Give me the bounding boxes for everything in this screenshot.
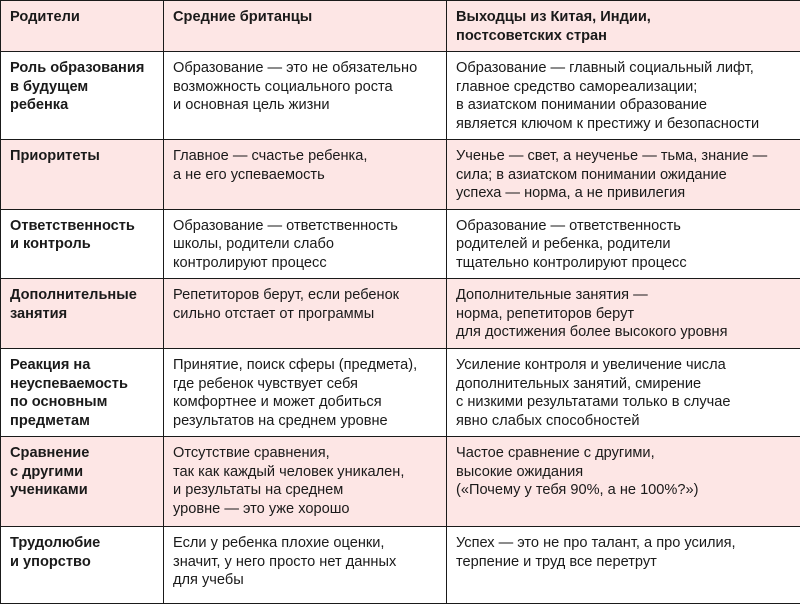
british-cell: Если у ребенка плохие оценки, значит, у него просто нет данных для учебы xyxy=(164,527,447,604)
british-cell: Отсутствие сравнения, так как каждый человек уникален, и результаты на среднем уровне — это уже хорошо xyxy=(164,437,447,527)
header-asian: Выходцы из Китая, Индии, постсоветских стран xyxy=(447,1,800,52)
asian-cell: Дополнительные занятия — норма, репетиторов берут для достижения более высокого уровня xyxy=(447,279,800,349)
table-row xyxy=(1,279,800,349)
row-label: Дополнительные занятия xyxy=(1,279,164,349)
british-cell: Образование — это не обязательно возможность социального роста и основная цель жизни xyxy=(164,52,447,140)
row-label: Приоритеты xyxy=(1,140,164,210)
header-british: Средние британцы xyxy=(164,1,447,52)
british-cell: Главное — счастье ребенка, а не его успеваемость xyxy=(164,140,447,210)
asian-cell: Усиление контроля и увеличение числа дополнительных занятий, смирение с низкими результатами только в случае явно слабых способностей xyxy=(447,349,800,437)
header-parents: Родители xyxy=(1,1,164,52)
row-label: Реакция на неуспеваемость по основным предметам xyxy=(1,349,164,437)
table-row xyxy=(1,52,800,140)
table-row xyxy=(1,349,800,437)
table-row xyxy=(1,209,800,279)
table-row xyxy=(1,527,800,604)
table-header-row xyxy=(1,1,800,52)
asian-cell: Частое сравнение с другими, высокие ожидания («Почему у тебя 90%, а не 100%?») xyxy=(447,437,800,527)
row-label: Трудолюбие и упорство xyxy=(1,527,164,604)
row-label: Сравнение с другими учениками xyxy=(1,437,164,527)
asian-cell: Успех — это не про талант, а про усилия, терпение и труд все перетрут xyxy=(447,527,800,604)
british-cell: Образование — ответственность школы, родители слабо контролируют процесс xyxy=(164,209,447,279)
asian-cell: Ученье — свет, а неученье — тьма, знание — сила; в азиатском понимании ожидание успеха — норма, а не привилегия xyxy=(447,140,800,210)
row-label: Роль образования в будущем ребенка xyxy=(1,52,164,140)
table-row xyxy=(1,140,800,210)
row-label: Ответственность и контроль xyxy=(1,209,164,279)
asian-cell: Образование — главный социальный лифт, главное средство самореализации; в азиатском понимании образование является ключом к престижу и безопасности xyxy=(447,52,800,140)
british-cell: Репетиторов берут, если ребенок сильно отстает от программы xyxy=(164,279,447,349)
asian-cell: Образование — ответственность родителей и ребенка, родители тщательно контролируют процесс xyxy=(447,209,800,279)
british-cell: Принятие, поиск сферы (предмета), где ребенок чувствует себя комфортнее и может добиться результатов на среднем уровне xyxy=(164,349,447,437)
table-row xyxy=(1,437,800,527)
